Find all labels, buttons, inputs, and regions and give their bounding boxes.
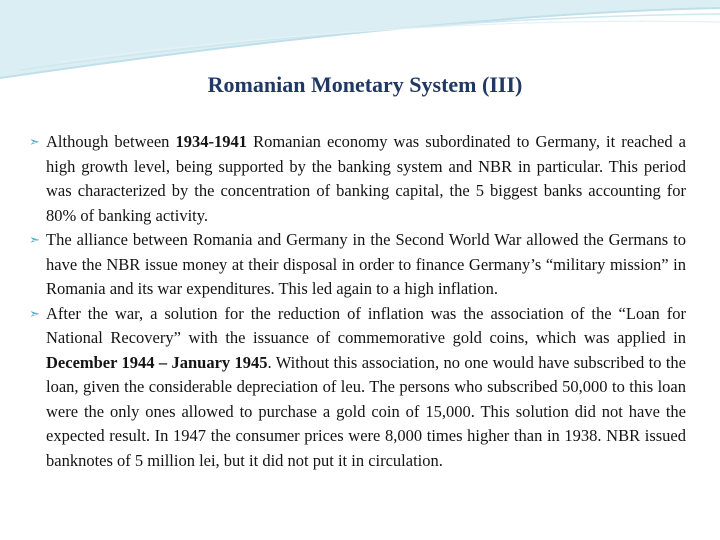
bold-dates: December 1944 – January 1945 — [46, 352, 268, 372]
list-item: ➣ After the war, a solution for the reduction of inflation was the association of the “Loan for National Recovery” with the issuance of commemorative gold coins, which was applied in December 1944 – January 1945. Without this association, no one would have subscribed to the loan, given the considerable depreciation of leu. The persons who subscribed 50,000 to this loan were the only ones allowed to purchase a gold coin of 15,000. This solution did not have the expected result. In 1947 the consumer prices were 8,000 times higher than in 1938. NBR issued banknotes of 5 million lei, but it did not put it in circulation. — [29, 303, 686, 470]
bullet-arrow-icon: ➣ — [29, 305, 40, 321]
bullet-list — [30, 130, 686, 473]
slide-title: Romanian Monetary System (III) — [207, 72, 523, 97]
list-item: ➣ The alliance between Romania and Germany in the Second World War allowed the Germans to have the NBR issue money at their disposal in order to finance Germany’s “military mission” in Romania and its war expenditures. This led again to a high inflation. — [29, 230, 686, 298]
bullet-arrow-icon: ➣ — [29, 134, 40, 149]
list-item: ➣ Although between 1934-1941 Romanian economy was subordinated to Germany, it reached a high growth level, being supported by the banking system and NBR in particular. This period was characterized by the concentration of banking capital, the 5 biggest banks accounting for 80% of banking activity. — [29, 132, 686, 225]
bold-years: 1934-1941 — [175, 132, 247, 151]
bullet-arrow-icon: ➣ — [29, 232, 40, 247]
